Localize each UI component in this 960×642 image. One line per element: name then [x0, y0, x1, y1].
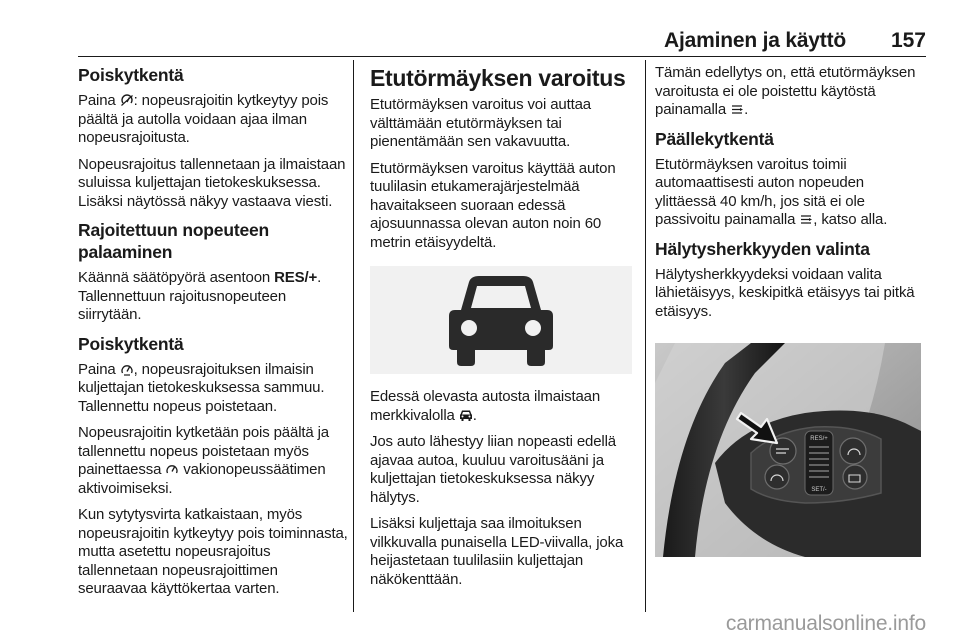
paragraph: Hälytysherkkyydeksi voidaan valita lähietäisyys, keskipitkä etäisyys tai pitkä etäisyys.: [655, 265, 915, 320]
column-left: [78, 64, 348, 607]
paragraph: Nopeusrajoitin kytketään pois päältä ja tallennettu nopeus poistetaan myös painettaessa vakionopeussäätimen aktivoimiseksi.: [78, 424, 329, 497]
watermark: carmanualsonline.info: [725, 612, 926, 635]
paragraph: Käännä säätöpyörä asentoon RES/+. Tallennettuun rajoitusnopeuteen siirrytään.: [78, 269, 322, 323]
heading-poiskytkenta: Poiskytkentä: [78, 65, 184, 85]
vehicle-ahead-illustration: [370, 266, 632, 374]
collision-alert-icon: [799, 213, 813, 226]
section-title: Etutörmäyksen varoitus: [370, 65, 626, 91]
paragraph: Edessä olevasta autosta ilmaistaan merkkivalolla .: [370, 388, 601, 424]
set-label: SET/-: [811, 487, 827, 493]
header-rule: [78, 56, 926, 57]
vehicle-ahead-icon: [441, 272, 561, 368]
page-number: 157: [890, 29, 926, 52]
steering-wheel-photo: [655, 343, 921, 557]
vehicle-ahead-small-icon: [459, 409, 473, 422]
column-divider-1: [353, 60, 354, 612]
column-divider-2: [645, 60, 646, 612]
heading-palaaminen: Rajoitettuun nopeuteen palaaminen: [78, 220, 270, 262]
column-middle: [370, 64, 636, 597]
paragraph: Etutörmäyksen varoitus voi auttaa välttämään etutörmäyksen tai pienentämään sen vakavuutta.: [370, 96, 591, 150]
paragraph: Paina , nopeusrajoituksen ilmaisin kuljettajan tietokeskuksessa sammuu. Tallennettu nopeus poistetaan.: [78, 360, 325, 415]
speed-limiter-off-icon: [120, 94, 134, 107]
paragraph: Etutörmäyksen varoitus toimii automaattisesti auton nopeuden ylittäessä 40 km/h, jos sitä ei ole passivoitu painamalla , katso alla.: [655, 155, 888, 228]
paragraph: Kun sytytysvirta katkaistaan, myös nopeusrajoitin kytkeytyy pois toiminnasta, mutta asetettu nopeusrajoitus tallennetaan nopeusrajoittimen seuraavaa käyttökertaa varten.: [78, 506, 348, 597]
heading-poiskytkenta-2: Poiskytkentä: [78, 333, 184, 354]
paragraph: Lisäksi kuljettaja saa ilmoituksen vilkkuvalla punaisella LED-viivalla, joka heijastetaan tuulilasiin kuljettajan näkökenttään.: [370, 515, 624, 588]
heading-paallekytkenta: Päällekytkentä: [655, 128, 774, 149]
collision-alert-icon: [730, 103, 744, 116]
paragraph: Nopeusrajoitus tallennetaan ja ilmaistaan suluissa kuljettajan tietokeskuksessa. Lisäksi näytössä näkyy vastaava viesti.: [78, 155, 346, 210]
column-right: [655, 64, 927, 562]
header-title: Ajaminen ja käyttö: [664, 29, 846, 52]
speed-limiter-icon: [120, 363, 134, 376]
page-header: [78, 28, 926, 58]
paragraph: Jos auto lähestyy liian nopeasti edellä ajavaa autoa, kuuluu varoitusääni ja kuljettajan tietokeskuksessa näkyy hälytys.: [370, 433, 616, 506]
paragraph: Paina : nopeusrajoitin kytkeytyy pois päältä ja autolla voidaan ajaa ilman nopeusrajoitusta.: [78, 92, 329, 146]
paragraph: Tämän edellytys on, että etutörmäyksen varoitusta ei ole poistettu käytöstä painamalla .: [655, 64, 916, 118]
cruise-control-icon: [165, 463, 179, 476]
heading-halytysherkkyys: Hälytysherkkyyden valinta: [655, 238, 870, 259]
res-label: RES/+: [810, 436, 828, 442]
paragraph: Etutörmäyksen varoitus käyttää auton tuulilasin etukamerajärjestelmää havaitakseen suoraan edessä ajosuunnassa olevan auton noin 60 metrin etäisyydeltä.: [370, 159, 616, 251]
